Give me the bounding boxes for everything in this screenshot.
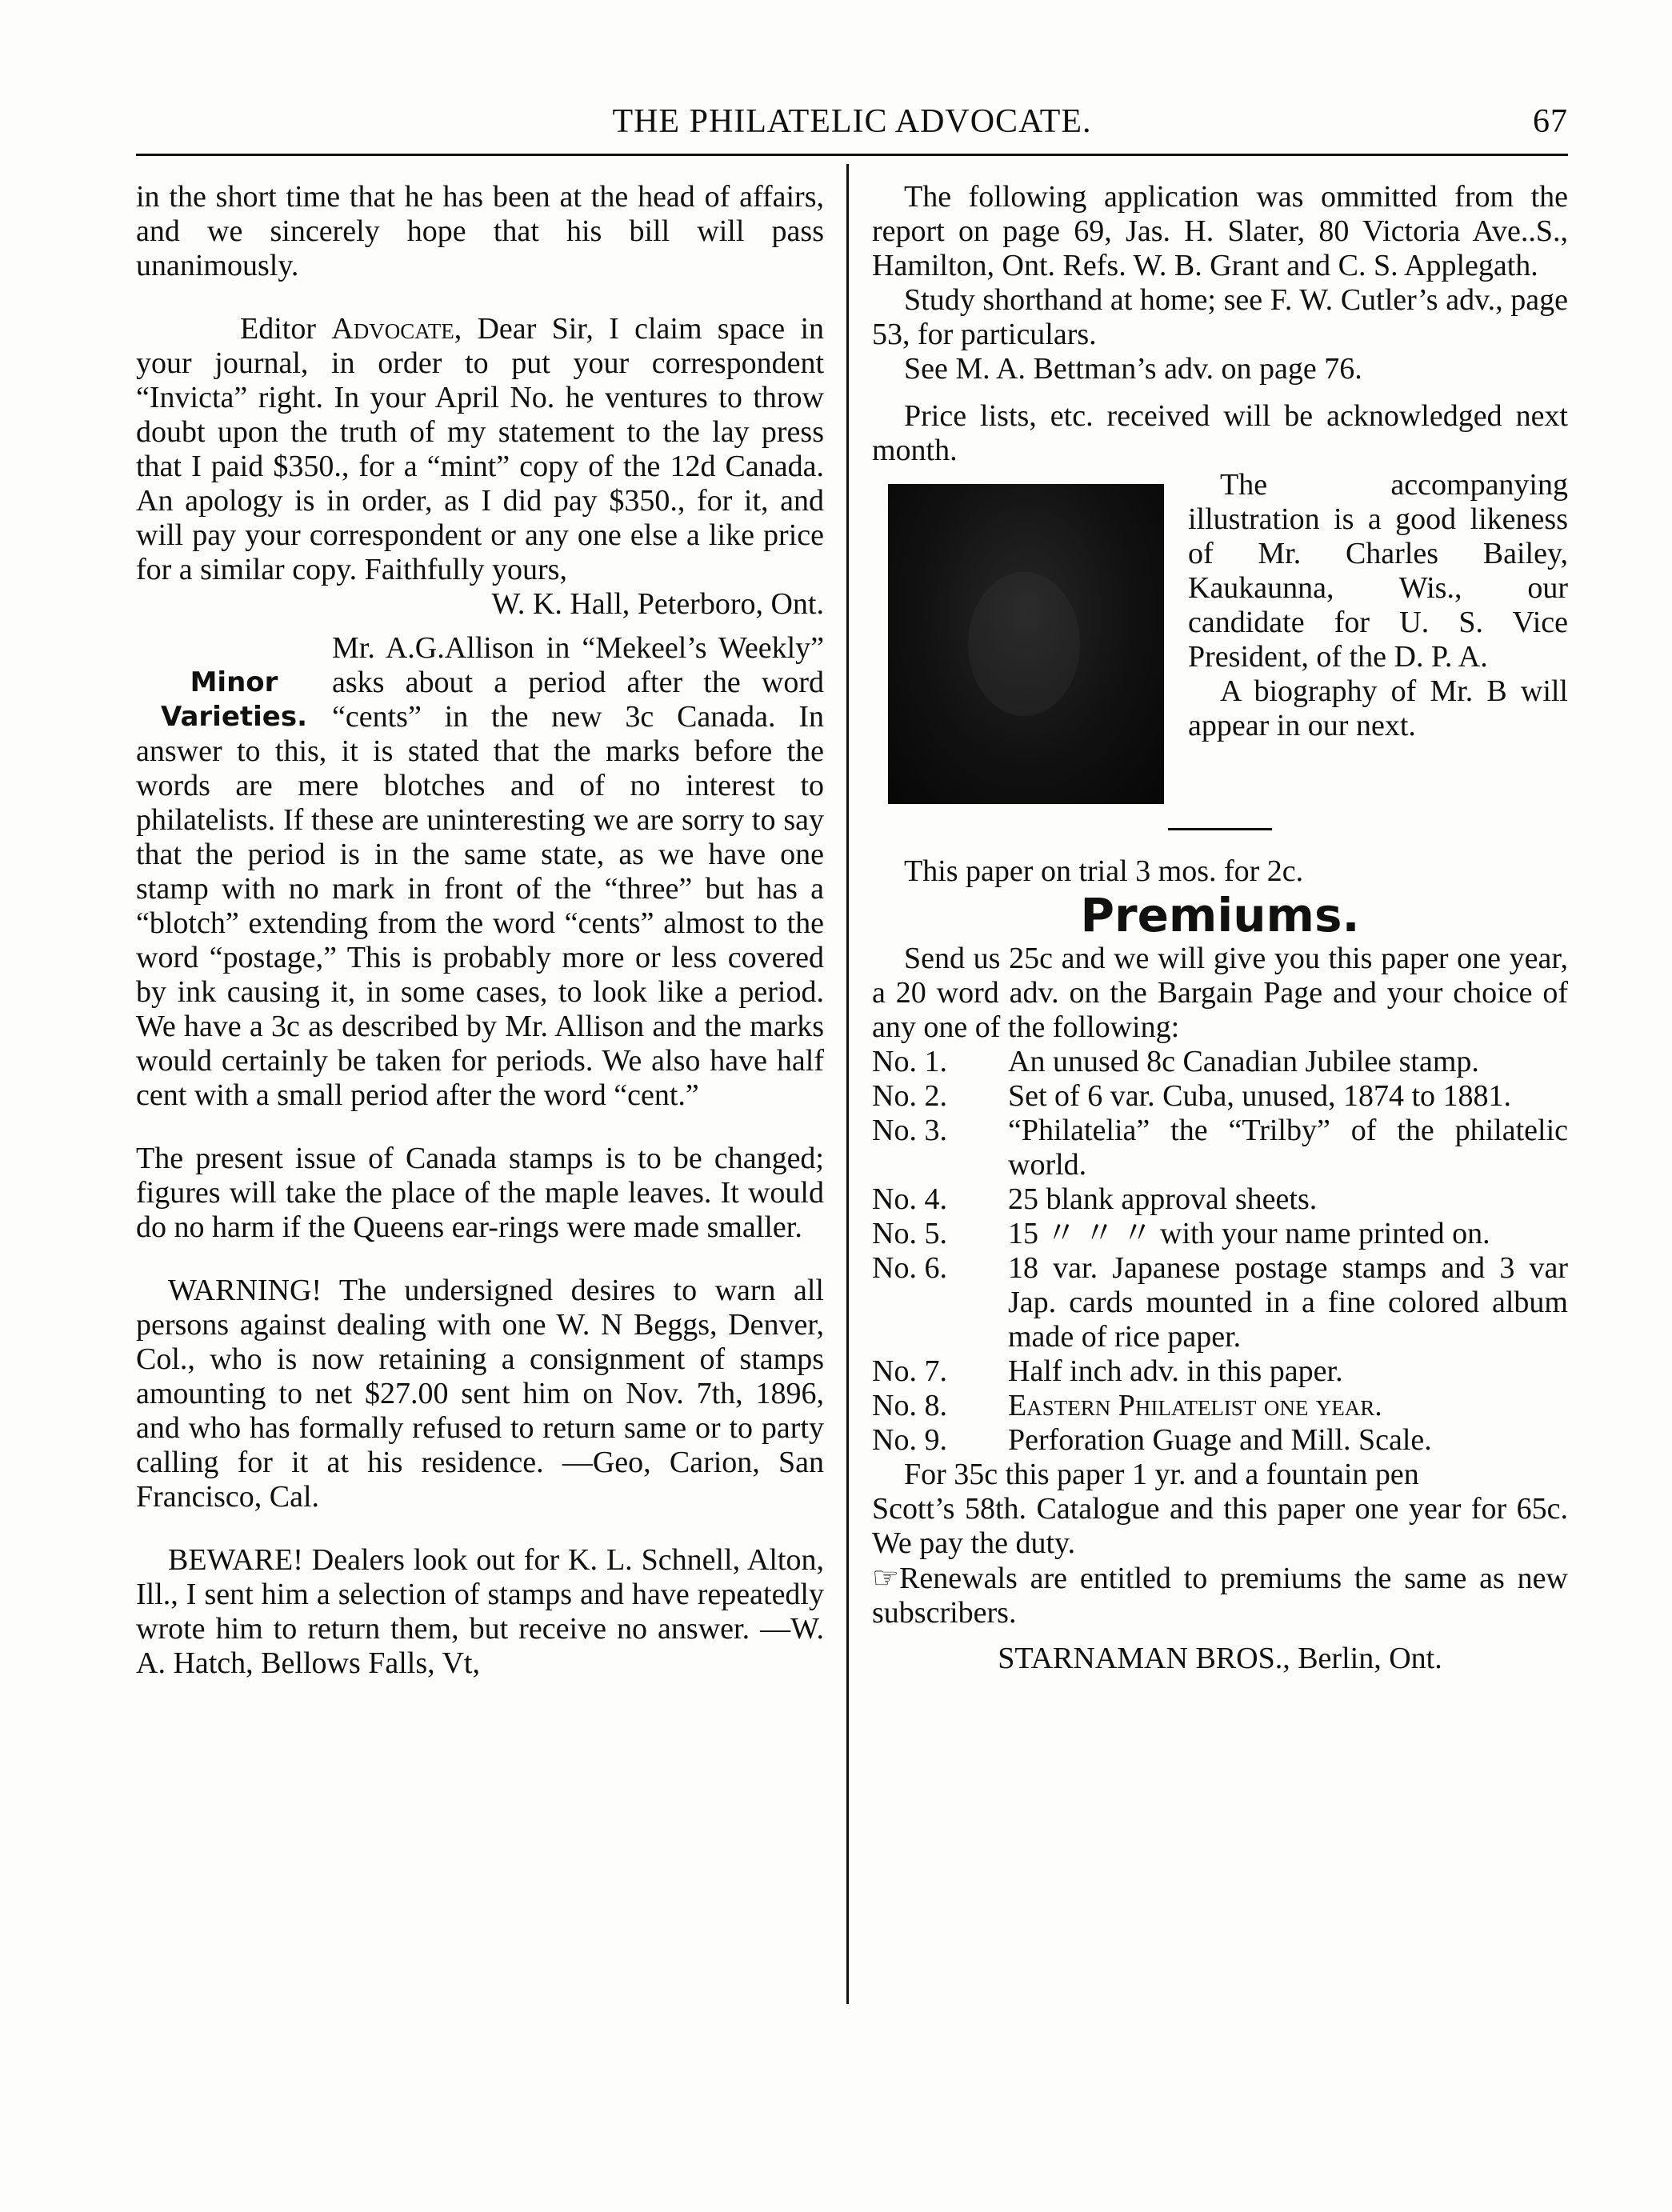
premium-text: 25 blank approval sheets. [1008, 1182, 1318, 1216]
paragraph-letter [136, 312, 824, 587]
list-item [872, 1389, 1568, 1423]
list-item [872, 1182, 1568, 1217]
column-divider [846, 164, 849, 2004]
letter-signature: W. K. Hall, Peterboro, Ont. [491, 587, 824, 621]
list-item [872, 1423, 1568, 1458]
paragraph-biography: A biography of Mr. B will appear in our next. [1188, 674, 1568, 742]
portrait-section [872, 468, 1568, 812]
renewals-text: Renewals are entitled to premiums the same as new subscribers. [872, 1562, 1568, 1630]
pointing-hand-icon: ☞ [872, 1560, 900, 1595]
premium-text: Perforation Guage and Mill. Scale. [1008, 1423, 1432, 1457]
premium-text: An unused 8c Canadian Jubilee stamp. [1008, 1045, 1479, 1078]
paragraph-canada-issue: The present issue of Canada stamps is to be changed; figures will take the place of the maple leaves. It would do no harm if the Queens ear-rings were made smaller. [136, 1142, 824, 1244]
paragraph-application: The following application was ommitted from the report on page 69, Jas. H. Slater, 80 Victoria Ave..S., Hamilton, Ont. Refs. W. B. Grant and C. S. Applegath. [872, 180, 1568, 282]
paragraph-bill: in the short time that he has been at the head of affairs, and we sincerely hope that his bill will pass unanimously. [136, 180, 824, 282]
minor-heading-line2: Varieties. [161, 701, 307, 733]
premium-number: No. 5. [872, 1217, 947, 1250]
letter-journal-name: Advocate [331, 312, 454, 346]
catalogue-offer: Scott’s 58th. Catalogue and this paper one year for 65c. We pay the duty. [872, 1492, 1568, 1560]
section-rule [1168, 828, 1272, 830]
list-item [872, 1217, 1568, 1251]
premiums-list [872, 1045, 1568, 1458]
paragraph-price-lists: Price lists, etc. received will be acknowledged next month. [872, 399, 1568, 467]
premium-text: Half inch adv. in this paper. [1008, 1354, 1343, 1388]
right-column [872, 180, 1568, 1676]
running-header [136, 102, 1568, 150]
premium-text: “Philatelia” the “Trilby” of the philatelic world. [1008, 1114, 1568, 1182]
letter-body: , Dear Sir, I claim space in your journal, in order to put your correspondent “Invicta” right. In your April No. he ventures to throw doubt upon the truth of my statement to the lay press that I paid $350., for a “mint” copy of the 12d Canada. An apology is in order, as I did pay $350., for it, and will pay your correspondent or any one else a like price for a similar copy. Faithfully yours, [136, 312, 824, 586]
paragraph-beware: BEWARE! Dealers look out for K. L. Schnell, Alton, Ill., I sent him a selection of stamps and have repeatedly wrote him to return them, but receive no answer. —W. A. Hatch, Bellows Falls, Vt, [136, 1543, 824, 1680]
premium-number: No. 8. [872, 1389, 947, 1422]
premium-text: 18 var. Japanese postage stamps and 3 var Jap. cards mounted in a fine colored album made of rice paper. [1008, 1251, 1568, 1354]
premium-text: Set of 6 var. Cuba, unused, 1874 to 1881. [1008, 1079, 1512, 1113]
premium-text: 15 〃 〃 〃 with your name printed on. [1008, 1217, 1490, 1250]
minor-varieties-section [136, 631, 824, 1113]
premium-text: Eastern Philatelist one year. [1008, 1389, 1382, 1422]
portrait-image [888, 484, 1164, 804]
journal-title: THE PHILATELIC ADVOCATE. [612, 103, 1092, 140]
paragraph-illustration: The accompanying illustration is a good likeness of Mr. Charles Bailey, Kaukaunna, Wis., our candidate for U. S. Vice President, of the D. P. A. [1188, 468, 1568, 674]
list-item [872, 1079, 1568, 1114]
minor-heading-line1: Minor [190, 666, 278, 698]
paragraph-shorthand: Study shorthand at home; see F. W. Cutler’s adv., page 53, for particulars. [872, 283, 1568, 351]
minor-varieties-text: Mr. A.G.Allison in “Mekeel’s Weekly” asks about a period after the word “cents” in the new 3c Canada. In answer to this, it is stated that the marks before the words are mere blotches and of no interest to philatelists. If these are uninteresting we are sorry to say that the period is in the same state, as we have one stamp with no mark in front of the “three” but has a “blotch” extending from the word “cents” almost to the word “postage,” This is probably more or less covered by ink causing it, in some cases, to look like a period. We have a 3c as described by Mr. Allison and the marks would certainly be taken for periods. We also have half cent with a small period after the word “cent.” [136, 631, 824, 1112]
renewals-note [872, 1561, 1568, 1630]
page-number: 67 [1533, 103, 1568, 140]
premium-number: No. 1. [872, 1045, 947, 1078]
publisher-signature: STARNAMAN BROS., Berlin, Ont. [998, 1642, 1442, 1675]
list-item [872, 1354, 1568, 1389]
list-item [872, 1251, 1568, 1354]
minor-varieties-heading [136, 666, 332, 734]
premium-number: No. 9. [872, 1423, 947, 1457]
premiums-heading: Premiums. [1080, 888, 1360, 942]
list-item [872, 1045, 1568, 1079]
premiums-intro: Send us 25c and we will give you this paper one year, a 20 word adv. on the Bargain Page and your choice of any one of the following: [872, 942, 1568, 1044]
fountain-pen-offer: For 35c this paper 1 yr. and a fountain pen [904, 1458, 1419, 1491]
premium-number: No. 4. [872, 1182, 947, 1216]
premium-number: No. 7. [872, 1354, 947, 1388]
paragraph-bettman: See M. A. Bettman’s adv. on page 76. [904, 352, 1362, 386]
letter-salutation: Editor [240, 312, 332, 346]
premium-number: No. 6. [872, 1251, 947, 1285]
trial-offer: This paper on trial 3 mos. for 2c. [904, 854, 1304, 888]
premium-number: No. 3. [872, 1114, 947, 1147]
premium-number: No. 2. [872, 1079, 947, 1113]
header-rule [136, 154, 1568, 156]
paragraph-warning: WARNING! The undersigned desires to warn all persons against dealing with one W. N Beggs, Denver, Col., who is now retaining a consignment of stamps amounting to net $27.00 sent him on Nov. 7th, 1896, and who has formally refused to return same or to party calling for it at his residence. —Geo, Carion, San Francisco, Cal. [136, 1274, 824, 1514]
left-column [136, 180, 824, 1681]
list-item [872, 1114, 1568, 1182]
